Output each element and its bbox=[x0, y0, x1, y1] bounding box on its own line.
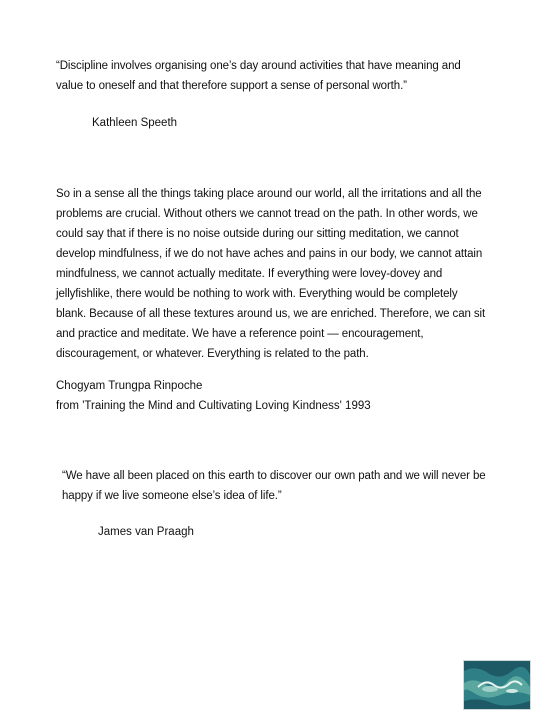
quote-path-textures: So in a sense all the things taking place around our world, all the irritations and all the problems are crucial. Without others we cannot tread on the path. In other words, we could say that if there is no noise outside during our sitting meditation, we cannot develop mindfulness, if we do not have aches and pains in our body, we cannot attain mindfulness, we cannot actually meditate. If everything were lovey-dovey and jellyfishlike, there would be nothing to work with. Everything would be completely blank. Because of all these textures around us, we are enriched. Therefore, we can sit and practice and meditate. We have a reference point — encouragement, discouragement, or whatever. Everything is related to the path. bbox=[56, 188, 486, 360]
quote-author-speeth: Kathleen Speeth bbox=[92, 117, 178, 129]
quote-attribution-trungpa bbox=[56, 376, 486, 416]
ocean-photo-icon bbox=[463, 660, 531, 710]
quote-discipline: “Discipline involves organising one’s day around activities that have meaning and value to oneself and that therefore support a sense of personal worth.” bbox=[56, 60, 461, 92]
quote-own-path: “We have all been placed on this earth to discover our own path and we will never be happy if we live someone else’s idea of life.” bbox=[62, 470, 486, 502]
quote-author-trungpa: Chogyam Trungpa Rinpoche bbox=[56, 380, 203, 392]
quote-source-book: from 'Training the Mind and Cultivating Loving Kindness' 1993 bbox=[56, 400, 371, 412]
quote-author-van-praagh: James van Praagh bbox=[98, 526, 194, 538]
